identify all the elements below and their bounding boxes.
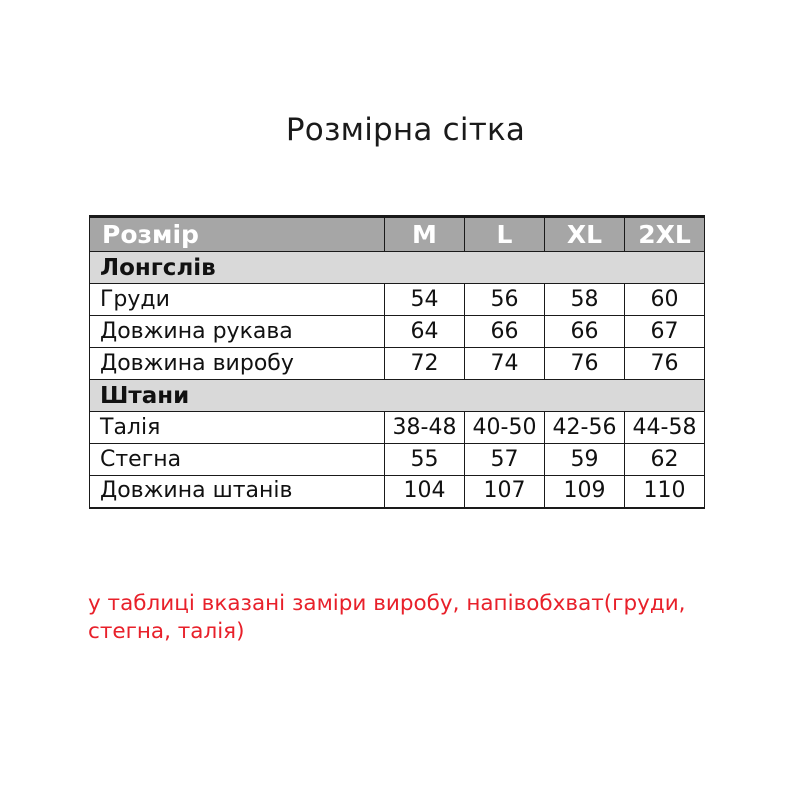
row-value: 64 [385, 316, 465, 348]
row-value: 76 [625, 348, 705, 380]
row-label: Довжина рукава [90, 316, 385, 348]
row-value: 76 [545, 348, 625, 380]
row-label: Груди [90, 284, 385, 316]
row-label: Довжина виробу [90, 348, 385, 380]
row-value: 72 [385, 348, 465, 380]
table-row [90, 316, 705, 348]
row-value: 66 [545, 316, 625, 348]
row-value: 62 [625, 444, 705, 476]
row-value: 60 [625, 284, 705, 316]
row-label: Довжина штанів [90, 476, 385, 508]
section-row-longsleeve [90, 252, 705, 284]
size-chart-table [89, 215, 705, 509]
row-value: 107 [465, 476, 545, 508]
row-value: 59 [545, 444, 625, 476]
table-row [90, 476, 705, 508]
row-value: 57 [465, 444, 545, 476]
table-row [90, 348, 705, 380]
row-value: 74 [465, 348, 545, 380]
section-row-pants [90, 380, 705, 412]
row-value: 110 [625, 476, 705, 508]
row-value: 40-50 [465, 412, 545, 444]
size-header-xl: XL [545, 217, 625, 252]
table-row [90, 444, 705, 476]
measurement-note: у таблиці вказані заміри виробу, напівобхват(груди, стегна, талія) [88, 591, 686, 644]
size-header-2xl: 2XL [625, 217, 705, 252]
section-title: Лонгслів [90, 252, 705, 284]
row-value: 67 [625, 316, 705, 348]
row-value: 42-56 [545, 412, 625, 444]
row-value: 109 [545, 476, 625, 508]
row-value: 58 [545, 284, 625, 316]
row-value: 66 [465, 316, 545, 348]
row-value: 54 [385, 284, 465, 316]
page-title: Розмірна сітка [285, 112, 526, 148]
row-value: 104 [385, 476, 465, 508]
size-header-row [90, 217, 705, 252]
row-label: Стегна [90, 444, 385, 476]
table-row [90, 284, 705, 316]
table-row [90, 412, 705, 444]
row-value: 38-48 [385, 412, 465, 444]
row-value: 55 [385, 444, 465, 476]
size-header-label: Розмір [90, 217, 385, 252]
row-value: 56 [465, 284, 545, 316]
section-title: Штани [90, 380, 705, 412]
size-header-m: M [385, 217, 465, 252]
row-label: Талія [90, 412, 385, 444]
size-header-l: L [465, 217, 545, 252]
row-value: 44-58 [625, 412, 705, 444]
